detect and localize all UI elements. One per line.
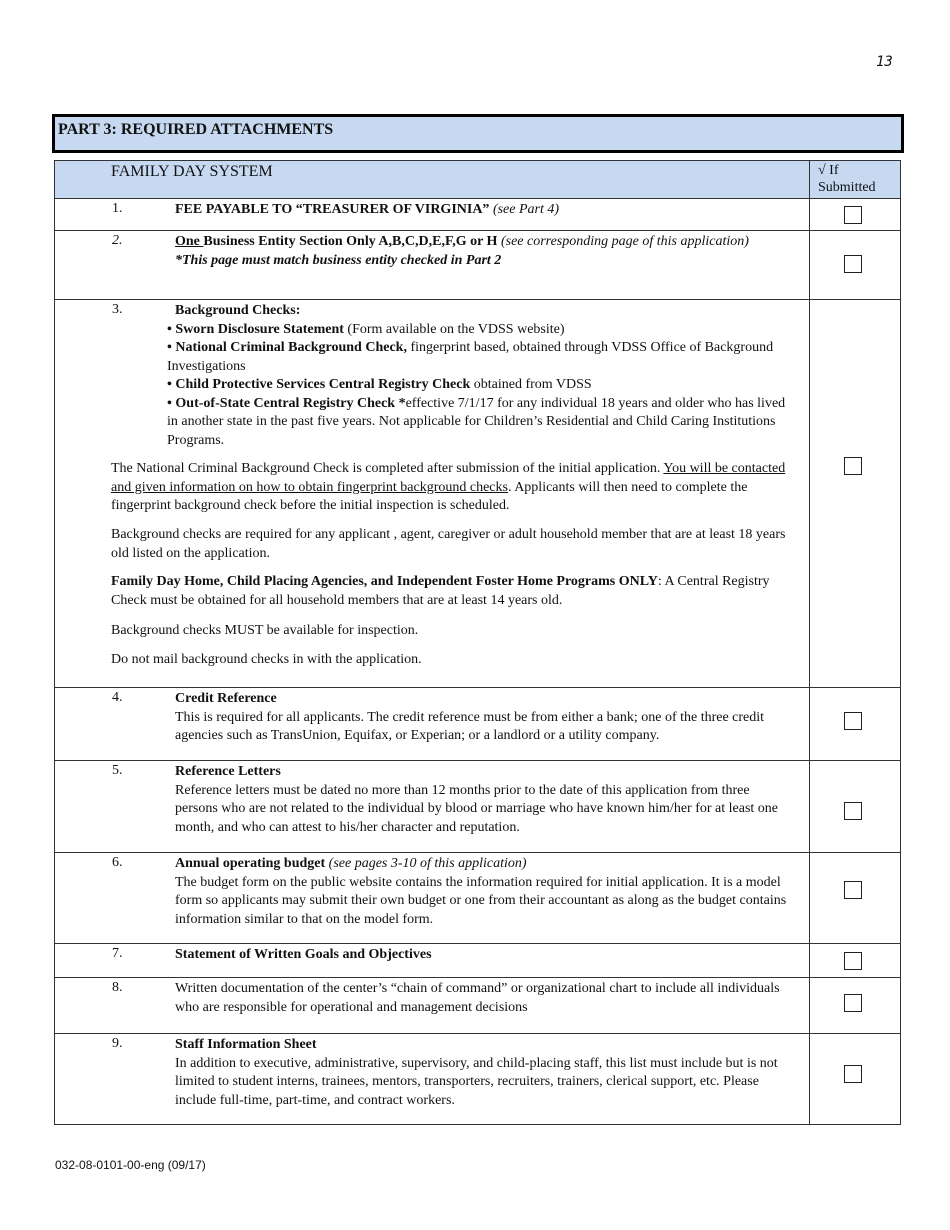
- item-title: Statement of Written Goals and Objectives: [175, 947, 432, 962]
- part-header: [52, 114, 904, 153]
- table-row: [55, 944, 901, 978]
- item-title: Annual operating budget: [175, 856, 326, 871]
- table-row: [55, 199, 901, 231]
- header-title: FAMILY DAY SYSTEM: [111, 163, 273, 180]
- table-row: [55, 761, 901, 853]
- paragraph-do-not-mail: Do not mail background checks in with the application.: [111, 652, 422, 667]
- item-body: [175, 690, 795, 746]
- item-title: Business Entity Section Only A,B,C,D,E,F,G or H: [203, 234, 498, 249]
- item-number: 6.: [112, 855, 123, 870]
- item-text: The budget form on the public website contains the information required for initial application. It is a model form so applicants may submit their own budget or one from their accountant as along as the budget contains information similar to that on the model form.: [175, 874, 787, 927]
- paragraph-national-check: The National Criminal Background Check is completed after submission of the initial application. You will be contacted and given information on how to obtain fingerprint background checks. Applicants will then need to complete the fingerprint background check before the initial inspection is scheduled.: [111, 461, 786, 513]
- bullet-cps-registry: • Child Protective Services Central Registry Check obtained from VDSS: [167, 377, 592, 392]
- item-number: 7.: [112, 946, 123, 961]
- item-number: 4.: [112, 690, 123, 705]
- item-text: Reference letters must be dated no more than 12 months prior to the date of this application from three persons who are not related to the individual by blood or marriage who have known him/her for at least one month, and who can attest to his/her character and reputation.: [175, 782, 778, 835]
- table-row: [55, 231, 901, 300]
- table-row: [55, 978, 901, 1034]
- item-title: Credit Reference: [175, 691, 277, 706]
- item-title: Reference Letters: [175, 764, 281, 779]
- table-row: [55, 300, 901, 688]
- item-number: 3.: [112, 302, 123, 317]
- paragraph-availability: Background checks MUST be available for inspection.: [111, 623, 419, 638]
- header-check-cell: [810, 161, 901, 199]
- bullet-sworn-disclosure: • Sworn Disclosure Statement (Form available on the VDSS website): [167, 321, 565, 337]
- paragraph-age-requirement: Background checks are required for any applicant , agent, caregiver or adult household member that are at least 18 years old listed on the application.: [111, 527, 786, 561]
- header-check-line1: √ If: [818, 163, 839, 178]
- item-body: [175, 201, 795, 220]
- item-title-underlined: One: [175, 234, 204, 249]
- submitted-checkbox[interactable]: [844, 255, 862, 273]
- submitted-checkbox[interactable]: [844, 1065, 862, 1083]
- item-body: [175, 1036, 795, 1110]
- item-note: (see pages 3-10 of this application): [325, 856, 527, 871]
- page-number: 13: [876, 54, 893, 70]
- item-number: 8.: [112, 980, 123, 995]
- submitted-checkbox[interactable]: [844, 994, 862, 1012]
- item-body: [175, 855, 795, 929]
- table-row: [55, 688, 901, 761]
- item-title: FEE PAYABLE TO “TREASURER OF VIRGINIA”: [175, 202, 490, 217]
- item-emphasis: *This page must match business entity checked in Part 2: [175, 252, 502, 268]
- attachments-table: [54, 160, 901, 1125]
- item-body: [175, 763, 795, 837]
- item-body: [167, 302, 795, 450]
- part-title: PART 3: REQUIRED ATTACHMENTS: [58, 121, 334, 138]
- item-number: 9.: [112, 1036, 123, 1051]
- item-number: 2.: [112, 233, 123, 248]
- item-note: (see corresponding page of this application): [497, 234, 749, 249]
- submitted-checkbox[interactable]: [844, 457, 862, 475]
- header-check-line2: Submitted: [818, 180, 876, 195]
- submitted-checkbox[interactable]: [844, 952, 862, 970]
- table-row: [55, 1034, 901, 1125]
- submitted-checkbox[interactable]: [844, 712, 862, 730]
- item-text: This is required for all applicants. The credit reference must be from either a bank; one of the three credit agencies such as TransUnion, Equifax, or Experian; or a landlord or a utility company.: [175, 709, 765, 743]
- form-number-footer: 032-08-0101-00-eng (09/17): [55, 1158, 206, 1172]
- table-row: [55, 853, 901, 944]
- bullet-national-criminal: • National Criminal Background Check, fingerprint based, obtained through VDSS Office of Background Investigations: [167, 340, 774, 374]
- item-body: [175, 233, 795, 270]
- item-title: Staff Information Sheet: [175, 1037, 317, 1052]
- submitted-checkbox[interactable]: [844, 802, 862, 820]
- item-number: 5.: [112, 763, 123, 778]
- paragraph-programs-only: Family Day Home, Child Placing Agencies, and Independent Foster Home Programs ONLY: A Central Registry Check must be obtained for all household members that are at least 14 years old.: [111, 574, 770, 608]
- item-body: Written documentation of the center’s “chain of command” or organizational chart to include all individuals who are responsible for operational and management decisions: [175, 981, 780, 1015]
- header-title-cell: [55, 161, 810, 199]
- item-text: In addition to executive, administrative, supervisory, and child-placing staff, this list must include but is not limited to student interns, trainees, mentors, transporters, recruiters, trainers, clerical support, etc. Please include full-time, part-time, and contract workers.: [175, 1055, 778, 1108]
- submitted-checkbox[interactable]: [844, 206, 862, 224]
- submitted-checkbox[interactable]: [844, 881, 862, 899]
- item-title: Background Checks:: [175, 303, 301, 318]
- item-body: [175, 946, 795, 965]
- item-note: (see Part 4): [489, 202, 560, 217]
- table-header-row: [55, 161, 901, 199]
- bullet-out-of-state: • Out-of-State Central Registry Check *effective 7/1/17 for any individual 18 years and older who has lived in another state in the past five years. Not applicable for Children’s Residential and Child Caring Institutions Programs.: [167, 395, 786, 448]
- item-number: 1.: [112, 201, 123, 216]
